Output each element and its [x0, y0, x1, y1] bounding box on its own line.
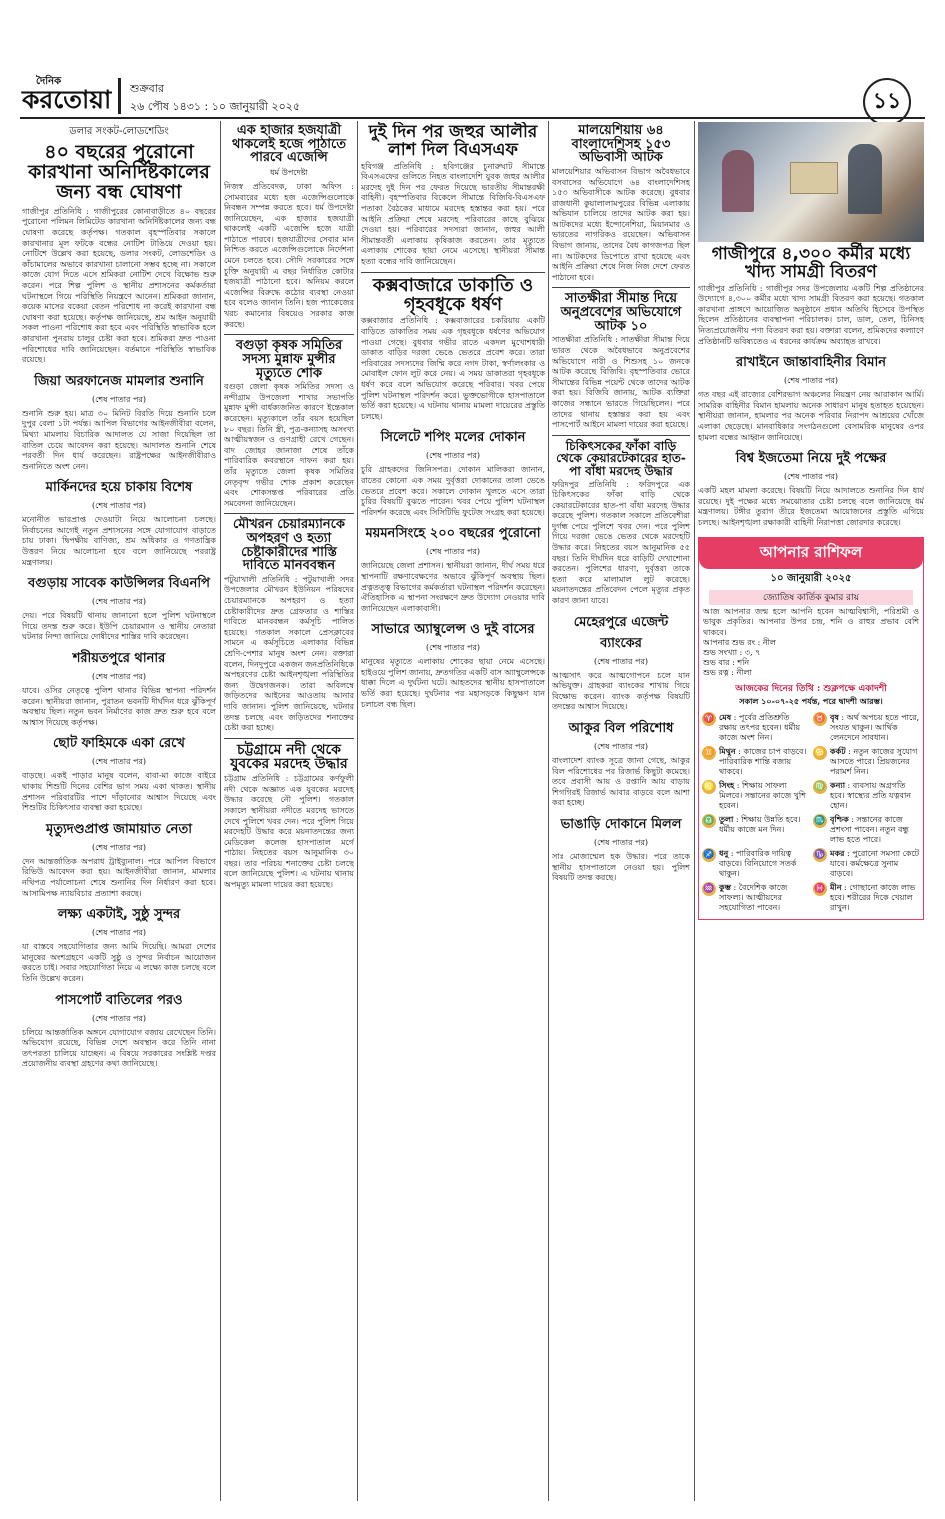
story-body: যাবে। ওসির নেতৃত্বে পুলিশ থানার বিভিন্ন স্থাপনা পরিদর্শন করেন। স্থানীয়রা জানান, পুরাতন ভবনটি দীর্ঘদিন ধরে ঝুঁকিপূর্ণ অবস্থায় ছিল। নতুন ভবন নির্মাণের কাজ দ্রুত শুরু হবে বলে আশ্বাস দিয়েছে কর্তৃপক্ষ।: [22, 686, 216, 727]
zodiac-text: বৃশ্চিক : সন্তানের কাজে প্রশংসা পাবেন। নতুন বন্ধু লাভ হতে পারে।: [830, 814, 909, 845]
column-3: [361, 122, 545, 1512]
column-divider: [220, 121, 221, 1501]
zodiac-body: কাজের চাপ বাড়বে। পারিবারিক শান্তি বজায় থাকবে।: [719, 747, 807, 777]
zodiac-text: কন্যা : ব্যবসায় অগ্রগতি হবে। স্বাস্থ্যের প্রতি যত্নবান হোন।: [830, 780, 912, 811]
story-body: দেন আন্তর্জাতিক অপরাধ ট্রাইব্যুনাল। পরে আপিল বিভাগে রিভিউ আবেদন করা হয়। আইনজীবীরা জানান, মামলার নথিপত্র পর্যালোচনা শেষে শুনানির দিন নির্ধারণ করা হবে। আসামিপক্ষ ন্যায়বিচার প্রত্যাশা করছে।: [22, 856, 216, 898]
zodiac-body: সন্তানের কাজে প্রশংসা পাবেন। নতুন বন্ধু লাভ হতে পারে।: [830, 815, 909, 845]
sylhet-cont: (শেষ পাতার পর): [425, 451, 481, 461]
story-headline: মৃত্যুদণ্ডপ্রাপ্ত জামায়াত নেতা: [46, 821, 192, 837]
horoscope-title: আপনার রাশিফল: [699, 538, 923, 569]
horoscope-tithi-time: সকাল ১০-০৭-২৫ পর্যন্ত, পরে দ্বাদশী আরম্ভ।: [739, 696, 883, 707]
zodiac-sign-icon: ♏: [814, 816, 826, 827]
mymensingh-body: জানিয়েছে জেলা প্রশাসন। স্থানীয়রা জানান, দীর্ঘ সময় ধরে স্থাপনাটি রক্ষণাবেক্ষণের অভাবে ঝুঁকিপূর্ণ অবস্থায় ছিল। প্রত্নতত্ত্ব বিভাগের কর্মকর্তারা ঘটনাস্থল পরিদর্শন করেছেন। ঐতিহাসিক এ স্থাপনা সংরক্ষণে দ্রুত উদ্যোগ নেওয়ার দাবি জানিয়েছেন এলাকাবাসী।: [361, 561, 545, 613]
satkhira-headline: সাতক্ষীরা সীমান্ত দিয়ে অনুপ্রবেশের অভিযোগে আটক ১০: [560, 291, 682, 334]
lucky-value: নীলা: [736, 668, 752, 678]
zodiac-sign-icon: ♉: [814, 714, 826, 725]
masthead-divider: [118, 78, 121, 114]
zodiac-body: নতুন কাজের সুযোগ আসতে পারে। প্রিয়জনের পরামর্শ নিন।: [830, 747, 918, 777]
horoscope-box: [698, 537, 924, 921]
story-headline: ছোট ফাহিমকে একা রেখে: [53, 736, 185, 752]
horoscope-intro: আজ আপনার জন্ম হলে আপনি হবেন আত্মবিশ্বাসী, পরিশ্রমী ও ভাবুক প্রকৃতির। আপনার উপর চন্দ্র, শনি ও রাহুর প্রভাব বেশি থাকবে।: [703, 606, 919, 637]
lucky-row: শুভ রত্ন : নীলা: [703, 668, 752, 678]
story-body: মনোনীত ভারপ্রাপ্ত দেওয়াটা নিয়ে আলোচনা চলছে। নির্বাচনের আগেই নতুন প্রশাসনের সঙ্গে যোগাযোগ বাড়াতে চায় ঢাকা। দ্বিপক্ষীয় বাণিজ্য, শ্রম অধিকার ও গণতান্ত্রিক উত্তরণ নিয়ে আলোচনা হবে বলে জানিয়েছে পররাষ্ট্র মন্ত্রণালয়।: [22, 515, 216, 567]
condolence-headline: বগুড়া কৃষক সমিতির সদস্য মুন্নাফ মুন্সীর মৃত্যুতে শোক: [235, 338, 343, 381]
column-2: [224, 122, 354, 1512]
zodiac-item: [702, 712, 809, 743]
story-body: বাড়ছে। একই পাড়ার মানুষ বলেন, বাবা-মা কাজে বাইরে থাকায় শিশুটি দিনের বেশির ভাগ সময় একা থাকত। স্থানীয় প্রশাসন পরিবারটির পাশে দাঁড়ানোর আশ্বাস দিয়েছে এবং শিশুটির চিকিৎসার ব্যবস্থা করা হয়েছে।: [22, 771, 216, 813]
coxsbazar-headline: কক্সবাজারে ডাকাতি ও গৃহবধূকে ধর্ষণ: [372, 274, 534, 315]
zodiac-text: কুম্ভ : বৈদেশিক কাজে সাফল্য। আত্মীয়দের সহযোগিতা পাবেন।: [719, 882, 788, 913]
zodiac-item: [813, 882, 920, 913]
lucky-list: [699, 638, 923, 678]
zodiac-name: মীন: [830, 882, 842, 893]
sylhet-headline: সিলেটে শপিং মলের দোকান: [380, 430, 526, 446]
zodiac-name: সিংহ: [719, 780, 735, 791]
zodiac-item: [813, 746, 920, 777]
savar-cont: (শেষ পাতার পর): [425, 643, 481, 653]
zodiac-sign-icon: ♊: [703, 748, 715, 759]
column-1: [22, 122, 216, 1512]
story-cont: (শেষ পাতার পর): [91, 501, 147, 511]
zodiac-sign-icon: ♑: [814, 850, 826, 861]
story-cont: (শেষ পাতার পর): [91, 842, 147, 852]
zodiac-body: পুরোনো সমস্যা কেটে যাবে। কর্মক্ষেত্রে সুনাম বাড়বে।: [830, 849, 920, 879]
zodiac-name: কন্যা: [830, 780, 846, 791]
lucky-label: শুভ সংখ্যা: [703, 648, 738, 658]
savar-headline: সাভারে অ্যাম্বুলেন্স ও দুই বাসের: [371, 622, 535, 638]
chattogram-body: চট্টগ্রাম প্রতিনিধি : চট্টগ্রামের কর্ণফুলী নদী থেকে অজ্ঞাত এক যুবকের মরদেহ উদ্ধার করেছে নৌ পুলিশ। গতকাল সকালে স্থানীয়রা নদীতে মরদেহ ভাসতে দেখে পুলিশে খবর দেন। পরে পুলিশ গিয়ে মরদেহটি উদ্ধার করে ময়নাতদন্তের জন্য মেডিকেল কলেজ হাসপাতাল মর্গে পাঠায়। নিহতের বয়স আনুমানিক ৩০ বছর। তার পরিচয় শনাক্তের চেষ্টা চলছে বলে জানিয়েছে পুলিশ। এ ঘটনায় থানায় অপমৃত্যু মামলা দায়ের করা হয়েছে।: [224, 774, 354, 890]
zodiac-body: অর্থ অপচয় হতে পারে, সংযত থাকুন। আর্থিক লেনদেনে সাবধান।: [830, 713, 920, 743]
zodiac-name: কুম্ভ: [719, 882, 731, 893]
column-divider: [694, 121, 695, 1501]
acu-cont: (শেষ পাতার পর): [593, 742, 649, 751]
zodiac-name: ধনু: [719, 848, 729, 859]
coxsbazar-body: কক্সবাজার প্রতিনিধি : কক্সবাজারের চকরিয়ায় একটি বাড়িতে ডাকাতির সময় এক গৃহবধূকে ধর্ষণের অভিযোগ পাওয়া গেছে। বুধবার গভীর রাতে একদল মুখোশধারী ডাকাত বাড়ির দরজা ভেঙে ভেতরে প্রবেশ করে। তারা পরিবারের সদস্যদের জিম্মি করে নগদ টাকা, স্বর্ণালংকার ও মোবাইল ফোন লুট করে নেয়। এ সময় ডাকাতরা গৃহবধূকে ধর্ষণ করে বলে অভিযোগ করেছে পরিবার। খবর পেয়ে পুলিশ ঘটনাস্থল পরিদর্শন করে। ভুক্তভোগীকে হাসপাতালে ভর্তি করা হয়েছে। এ ঘটনায় থানায় মামলা দায়েরের প্রস্তুতি চলছে।: [361, 316, 545, 421]
story-cont: (শেষ পাতার পর): [91, 928, 147, 938]
column-divider: [357, 121, 358, 1501]
zodiac-text: মিথুন : কাজের চাপ বাড়বে। পারিবারিক শান্তি বজায় থাকবে।: [719, 746, 807, 777]
zodiac-item: [813, 780, 920, 811]
lucky-row: শুভ সংখ্যা : ৩, ৭: [703, 648, 761, 658]
zodiac-body: গোছানো কাজে লাভ হবে। শরীরের দিকে খেয়াল রাখুন।: [830, 883, 916, 913]
zodiac-name: তুলা: [719, 814, 734, 825]
zodiac-item: [702, 746, 809, 777]
lucky-row: আপনার শুভ রং : নীল: [703, 638, 776, 648]
horoscope-author: জ্যোতিষ কার্তিক কুমার রায়: [709, 590, 913, 605]
zodiac-body: পূর্বের প্রতিশ্রুতি রক্ষায় তৎপর হবেন। ধর্মীয় কাজে অংশ নিন।: [719, 713, 801, 743]
chattogram-headline: চট্টগ্রামে নদী থেকে যুবকের মরদেহ উদ্ধার: [230, 741, 348, 773]
rakhine-body: গত বছর এই রাজ্যের বেশিরভাগ অঞ্চলের নিয়ন্ত্রণ নেয় আরাকান আর্মি। সামরিক বাহিনীর বিমান হামলায় অনেক সাধারণ মানুষ হতাহত হয়েছেন। স্থানীয়রা জানান, হামলার পর অনেক পরিবার নিরাপদ আশ্রয়ের খোঁজে এলাকা ছেড়েছে। মানবাধিকার সংগঠনগুলো বেসামরিক মানুষের ওপর হামলা বন্ধের আহ্বান জানিয়েছে।: [698, 390, 924, 442]
ijtema-headline: বিশ্ব ইজতেমা নিয়ে দুই পক্ষের: [735, 451, 887, 467]
zodiac-grid: [699, 712, 923, 919]
zodiac-item: [702, 780, 809, 811]
logo-top-text: দৈনিক: [36, 76, 62, 87]
faridpur-body: ফরিদপুর প্রতিনিধি : ফরিদপুরে এক চিকিৎসকের ফাঁকা বাড়ি থেকে কেয়ারটেকারের হাত-পা বাঁধা মরদেহ উদ্ধার করেছে পুলিশ। গতকাল সকালে প্রতিবেশীরা দুর্গন্ধ পেয়ে পুলিশে খবর দেন। পরে পুলিশ গিয়ে দরজা ভেঙে ভেতর থেকে মরদেহটি উদ্ধার করে। নিহতের বয়স আনুমানিক ৫৫ বছর। তিনি দীর্ঘদিন ধরে বাড়িটি দেখাশোনা করতেন। পুলিশের ধারণা, দুর্বৃত্তরা তাকে হত্যা করে মালামাল লুট করেছে। ময়নাতদন্তের প্রতিবেদন পেলে মৃত্যুর প্রকৃত কারণ জানা যাবে।: [552, 479, 690, 606]
story-headline: পাসপোর্ট বাতিলের পরও: [55, 992, 183, 1008]
col1-story-list: [22, 372, 216, 1070]
food-headline: গাজীপুরে ৪,৩০০ কর্মীর মধ্যে খাদ্য সামগ্রী বিতরণ: [711, 244, 911, 282]
zodiac-text: মীন : গোছানো কাজে লাভ হবে। শরীরের দিকে খেয়াল রাখুন।: [830, 882, 916, 913]
zodiac-item: [702, 848, 809, 879]
zodiac-sign-icon: ♎: [703, 816, 715, 827]
story-cont: (শেষ পাতার পর): [91, 1013, 147, 1023]
meherpur-cont: (শেষ পাতার পর): [593, 656, 649, 666]
zodiac-sign-icon: ♐: [703, 850, 715, 861]
bsf-body: হবিগঞ্জ প্রতিনিধি : হবিগঞ্জের চুনারুঘাট সীমান্তে বিএসএফের গুলিতে নিহত বাংলাদেশি যুবক জহুর আলীর মরদেহ দুই দিন পর ফেরত দিয়েছে ভারতীয় সীমান্তরক্ষী বাহিনী। বৃহস্পতিবার বিকেলে সীমান্তে বিজিবি-বিএসএফ পতাকা বৈঠকের মাধ্যমে মরদেহ হস্তান্তর করা হয়। পরে আইনি প্রক্রিয়া শেষে মরদেহ পরিবারের কাছে বুঝিয়ে দেওয়া হয়। পরিবারের সদস্যরা জানান, জহুর আলী সীমান্তবর্তী এলাকায় কৃষিকাজ করতেন। তার মৃত্যুতে এলাকায় শোকের ছায়া নেমে এসেছে। স্থানীয়রা সীমান্ত হত্যা বন্ধের দাবি জানিয়েছেন।: [361, 161, 545, 267]
zodiac-name: মিথুন: [719, 746, 736, 757]
human-chain-body: পটুয়াখালী প্রতিনিধি : পটুয়াখালী সদর উপজেলার মৌখরন ইউনিয়ন পরিষদের চেয়ারম্যানকে অপহরণ ও হত্যা চেষ্টাকারীদের দ্রুত গ্রেফতার ও শাস্তির দাবিতে মানববন্ধন কর্মসূচি পালিত হয়েছে। গতকাল সকালে প্রেসক্লাবের সামনে এ কর্মসূচিতে এলাকার বিভিন্ন শ্রেণি-পেশার মানুষ অংশ নেন। বক্তারা বলেন, দিনদুপুরে একজন জনপ্রতিনিধিকে অপহরণের চেষ্টা আইনশৃঙ্খলা পরিস্থিতির জন্য উদ্বেগজনক। তারা অবিলম্বে জড়িতদের আইনের আওতায় আনার দাবি জানান। পুলিশ জানিয়েছে, ঘটনার তদন্ত চলছে এবং জড়িতদের শনাক্তের চেষ্টা করা হচ্ছে।: [224, 574, 354, 733]
savar-body: মানুষের মৃত্যুতে এলাকায় শোকের ছায়া নেমে এসেছে। হাইওয়ে পুলিশ জানায়, দ্রুতগতির একটি বাস অ্যাম্বুলেন্সকে ধাক্কা দিলে এ দুর্ঘটনা ঘটে। আহতদের স্থানীয় হাসপাতালে ভর্তি করা হয়েছে। দুর্ঘটনার পর মহাসড়কে কিছুক্ষণ যান চলাচল বন্ধ ছিল।: [361, 657, 545, 709]
condolence-body: বগুড়া জেলা কৃষক সমিতির সদস্য ও নন্দীগ্রাম উপজেলা শাখার সভাপতি মুন্নাফ মুন্সী বার্ধক্যজনিত কারণে ইন্তেকাল করেছেন। মৃত্যুকালে তাঁর বয়স হয়েছিল ৮০ বছর। তিনি স্ত্রী, পুত্র-কন্যাসহ অসংখ্য আত্মীয়স্বজন ও গুণগ্রাহী রেখে গেছেন। বাদ জোহর জানাজা শেষে তাঁকে পারিবারিক কবরস্থানে দাফন করা হয়। তাঁর মৃত্যুতে জেলা কৃষক সমিতির নেতৃবৃন্দ গভীর শোক প্রকাশ করেছেন এবং শোকসন্তপ্ত পরিবারের প্রতি সমবেদনা জানিয়েছেন।: [224, 382, 354, 508]
ijtema-cont: (শেষ পাতার পর): [783, 472, 839, 482]
zodiac-body: পারিবারিক দায়িত্ব বাড়বে। বিনিয়োগে সতর্ক থাকুন।: [719, 849, 797, 879]
zodiac-text: সিংহ : শিক্ষায় সাফল্য মিলবে। সন্তানের কাজে খুশি হবেন।: [719, 780, 806, 811]
faridpur-headline: চিকিৎসকের ফাঁকা বাড়ি থেকে কেয়ারটেকারের হাত-পা বাঁধা মরদেহ উদ্ধার: [556, 438, 686, 478]
mymensingh-cont: (শেষ পাতার পর): [425, 547, 481, 557]
story-headline: মার্কিনদের হয়ে চাকায় বিশেষ: [45, 480, 193, 496]
zodiac-body: বৈদেশিক কাজে সাফল্য। আত্মীয়দের সহযোগিতা পাবেন।: [719, 883, 788, 913]
bsf-headline: দুই দিন পর জহুর আলীর লাশ দিল বিএসএফ: [368, 122, 538, 160]
column-5: [698, 122, 924, 1512]
story-cont: (শেষ পাতার পর): [91, 597, 147, 607]
story-cont: (শেষ পাতার পর): [91, 757, 147, 767]
zodiac-name: বৃষ: [830, 712, 839, 723]
human-chain-headline: মৌখরন চেয়ারম্যানকে অপহরণ ও হত্যা চেষ্টাকারীদের শাস্তি দাবিতে মানববন্ধন: [233, 517, 345, 574]
story-cont: (শেষ পাতার পর): [91, 394, 147, 404]
zodiac-item: [813, 848, 920, 879]
sylhet-body: চুরি গ্রাহকদের জিনিসপত্র। দোকান মালিকরা জানান, রাতের কোনো এক সময় দুর্বৃত্তরা দোকানের তালা ভেঙে ভেতরে প্রবেশ করে। সকালে দোকান খুলতে এসে তারা চুরির বিষয়টি বুঝতে পারেন। খবর পেয়ে পুলিশ ঘটনাস্থল পরিদর্শন করেছে এবং সিসিটিভি ফুটেজ সংগ্রহ করা হয়েছে।: [361, 465, 545, 517]
meherpur-body: আত্মসাৎ করে আত্মগোপনে চলে যান অভিযুক্ত। গ্রাহকরা ব্যাংকের শাখায় গিয়ে বিক্ষোভ করেন। ব্যাংক কর্তৃপক্ষ বিষয়টি তদন্তের আশ্বাস দিয়েছে।: [552, 670, 690, 712]
story-headline: বগুড়ায় সাবেক কাউন্সিলর বিএনপি: [28, 576, 210, 592]
zodiac-body: ব্যবসায় অগ্রগতি হবে। স্বাস্থ্যের প্রতি যত্নবান হোন।: [830, 781, 912, 811]
zodiac-body: শিক্ষায় সাফল্য মিলবে। সন্তানের কাজে খুশি হবেন।: [719, 781, 806, 811]
food-distribution-photo: [698, 122, 924, 242]
masthead-rule: [20, 117, 925, 119]
zodiac-name: মকর: [830, 848, 845, 859]
zodiac-name: কর্কট: [830, 746, 846, 757]
masthead-day: শুক্রবার: [130, 82, 165, 95]
story-headline: লক্ষ্য একটাই, সুষ্ঠু সুন্দর: [57, 907, 181, 923]
scrap-shop-headline: ভাঙাড়ি দোকানে মিলল: [560, 816, 682, 832]
lucky-value: ৩, ৭: [744, 648, 761, 658]
zodiac-item: [702, 882, 809, 913]
zodiac-sign-icon: ♌: [703, 782, 715, 793]
person-figure-icon: [848, 144, 882, 214]
story-body: যা বাস্তবে সহযোগিতার জন্য আমি দিয়েছি। আমরা দেশের মানুষের অংশগ্রহণে একটি সুষ্ঠু ও সুন্দর নির্বাচন আয়োজন করতে চাই। সবার সহযোগিতা নিয়ে এ লক্ষ্যে কাজ চলছে বলে তিনি উল্লেখ করেন।: [22, 942, 216, 983]
zodiac-item: [702, 814, 809, 845]
scrap-shop-body: সাঃ মোজাম্মেল হক উদ্ধার। পরে তাকে স্থানীয় হাসপাতালে নেওয়া হয়। পুলিশ বিষয়টি তদন্ত করছে।: [552, 851, 690, 883]
malaysia-headline: মালয়েশিয়ায় ৬৪ বাংলাদেশিসহ ১৫৩ অভিবাসী আটক: [571, 123, 671, 166]
column-divider: [548, 121, 549, 1501]
page-number: ১১: [863, 78, 911, 126]
scrap-shop-cont: (শেষ পাতার পর): [593, 837, 649, 847]
story-body: চলিয়ে আন্তর্জাতিক অঙ্গনে যোগাযোগ বজায় রেখেছেন তিনি। অভিযোগ রয়েছে, বিভিন্ন দেশে অবস্থান করে তিনি নানা তৎপরতা চালিয়ে যাচ্ছেন। এ বিষয়ে সরকারের সংশ্লিষ্ট দপ্তর প্রয়োজনীয় ব্যবস্থা গ্রহণের কথা জানিয়েছে।: [22, 1027, 216, 1069]
zodiac-sign-icon: ♓: [814, 884, 826, 895]
zodiac-sign-icon: ♈: [703, 714, 715, 725]
meherpur-headline: মেহেরপুরে এজেন্ট ব্যাংকের: [573, 614, 669, 651]
hajj-headline: এক হাজার হজযাত্রী থাকলেই হজে পাঠাতে পারবে এজেন্সি: [232, 123, 346, 166]
zodiac-text: মেষ : পূর্বের প্রতিশ্রুতি রক্ষায় তৎপর হবেন। ধর্মীয় কাজে অংশ নিন।: [719, 712, 801, 743]
zodiac-text: তুলা : শিক্ষায় উন্নতি হবে। ধর্মীয় কাজে মন দিন।: [719, 814, 801, 835]
zodiac-text: বৃষ : অর্থ অপচয় হতে পারে, সংযত থাকুন। আর্থিক লেনদেনে সাবধান।: [830, 712, 920, 743]
hajj-body: নিজস্ব প্রতিবেদক, ঢাকা অফিস : সোমবারের মধ্যে হজ এজেন্সিগুলোকে নিবন্ধন সম্পন্ন করতে হবে। ধর্ম উপদেষ্টা জানিয়েছেন, এক হাজার হজযাত্রী থাকলেই একটি এজেন্সি হজে যাত্রী পাঠাতে পারবে। হজযাত্রীদের সেবার মান নিশ্চিত করতে এজেন্সিগুলোকে নির্দেশনা মেনে চলতে হবে। সৌদি সরকারের সঙ্গে চুক্তি অনুযায়ী এ বছর নির্ধারিত কোটার হজযাত্রী পাঠানো হবে। অনিয়ম করলে এজেন্সির বিরুদ্ধে কঠোর ব্যবস্থা নেওয়া হবে বলেও জানান তিনি। হজ প্যাকেজের খরচ কমানোর বিষয়েও সরকার কাজ করছে।: [224, 181, 354, 329]
column-4: [552, 122, 690, 1512]
story-body: দেয়। পরে বিষয়টি থানায় জানানো হলে পুলিশ ঘটনাস্থলে গিয়ে তদন্ত শুরু করে। ইউপি চেয়ারম্যান ও স্থানীয় নেতারা ঘটনার নিন্দা জানিয়ে দোষীদের শাস্তির দাবি করেছেন।: [22, 611, 216, 642]
rakhine-cont: (শেষ পাতার পর): [783, 376, 839, 386]
story-cont: (শেষ পাতার পর): [91, 672, 147, 682]
logo-main-text: করতোয়া: [22, 85, 112, 114]
lead-body: গাজীপুর প্রতিনিধি : গাজীপুরের কোনাবাড়ীতে ৪০ বছরের পুরোনো পলিমন লিমিটেড কারখানা অনির্দিষ্টকালের জন্য বন্ধ ঘোষণা করেছে কর্তৃপক্ষ। গতকাল বৃহস্পতিবার সকালে কারখানার মূল ফটকে বন্ধের নোটিশ টাঙিয়ে দেওয়া হয়। নোটিশে উল্লেখ করা হয়েছে, ডলার সংকট, লোডশেডিং ও কাঁচামালের অভাবে কারখানা চালানো সম্ভব হচ্ছে না। সকালে কাজে যোগ দিতে এসে শ্রমিকরা নোটিশ দেখে বিক্ষোভ শুরু করেন। পরে শিল্প পুলিশ ও স্থানীয় প্রশাসনের কর্মকর্তারা ঘটনাস্থলে গিয়ে পরিস্থিতি নিয়ন্ত্রণে আনেন। শ্রমিকরা জানান, কয়েক মাসের বকেয়া বেতন পরিশোধ না করেই কারখানা বন্ধ ঘোষণা করা হয়েছে। কর্তৃপক্ষ জানিয়েছে, শ্রম আইন অনুযায়ী সকল পাওনা পরিশোধ করা হবে এবং পরিস্থিতি স্বাভাবিক হলে কারখানা পুনরায় চালুর চেষ্টা করা হবে। শ্রমিকরা দ্রুত পাওনা পরিশোধের দাবি জানিয়েছেন। বর্তমানে পরিস্থিতি স্বাভাবিক রয়েছে।: [22, 206, 216, 365]
malaysia-body: মালয়েশিয়ার অভিবাসন বিভাগ অবৈধভাবে বসবাসের অভিযোগে ৬৪ বাংলাদেশিসহ ১৫৩ অভিবাসীকে আটক করেছে। বুধবার রাজধানী কুয়ালালামপুরের বিভিন্ন এলাকায় অভিযান চালিয়ে তাদের আটক করা হয়। আটকদের মধ্যে ইন্দোনেশিয়া, মিয়ানমার ও ভারতের নাগরিকও রয়েছেন। অভিবাসন বিভাগ জানায়, তাদের বৈধ কাগজপত্র ছিল না। আটকদের ডিপোতে রাখা হয়েছে এবং আইনি প্রক্রিয়া শেষে নিজ নিজ দেশে ফেরত পাঠানো হবে।: [552, 166, 690, 282]
zodiac-item: [813, 712, 920, 743]
zodiac-text: কর্কট : নতুন কাজের সুযোগ আসতে পারে। প্রিয়জনের পরামর্শ নিন।: [830, 746, 918, 777]
lucky-label: আপনার শুভ রং: [703, 638, 756, 648]
food-body: গাজীপুর প্রতিনিধি : গাজীপুর সদর উপজেলায় একটি শিল্প প্রতিষ্ঠানের উদ্যোগে ৪,৩০০ কর্মীর মধ্যে খাদ্য সামগ্রী বিতরণ করা হয়েছে। গতকাল কারখানা প্রাঙ্গণে আয়োজিত অনুষ্ঠানে প্রধান অতিথি হিসেবে উপস্থিত ছিলেন প্রতিষ্ঠানের ব্যবস্থাপনা পরিচালক। চাল, ডাল, তেল, চিনিসহ নিত্যপ্রয়োজনীয় পণ্য বিতরণ করা হয়। বক্তারা বলেন, শ্রমিকদের কল্যাণে প্রতিষ্ঠানটি ভবিষ্যতেও এ ধরনের কার্যক্রম অব্যাহত রাখবে।: [698, 283, 924, 346]
acu-headline: আকুর বিল পরিশোধ: [568, 721, 674, 736]
masthead-date: ২৬ পৌষ ১৪৩১ : ১০ জানুয়ারী ২০২৫: [130, 100, 301, 113]
zodiac-sign-icon: ♒: [703, 884, 715, 895]
lead-kicker: ডলার সংকট-লোডশেডিং: [69, 126, 169, 137]
zodiac-sign-icon: ♍: [814, 782, 826, 793]
horoscope-tithi: আজকের দিনের তিথি : শুক্লপক্ষে একাদশী: [735, 684, 887, 695]
story-body: শুনানি শুরু হয়। মাত্র ৩০ মিনিট বিরতি দিয়ে শুনানি চলে দুপুর বেলা ১টা পর্যন্ত। আপিল বিভাগের আইনজীবীরা বলেন, মিথ্যা মামলায় বিচারিক আদালত যে সাজা দিয়েছিল তা বাতিল চেয়ে আবেদন করা হয়েছে। আদালত শুনানি শেষে পরবর্তী দিন ধার্য করেছেন। রাষ্ট্রপক্ষের আইনজীবীরাও শুনানিতে অংশ নেন।: [22, 408, 216, 471]
lucky-label: শুভ বার: [703, 658, 730, 668]
acu-body: বাংলাদেশ ব্যাংক সূত্রে জানা গেছে, আকুর বিল পরিশোধের পর রিজার্ভ কিছুটা কমেছে। তবে প্রবাসী আয় ও রপ্তানি আয় বাড়ায় শিগগিরই রিজার্ভ আবার বাড়বে বলে আশা করা হচ্ছে।: [552, 756, 690, 808]
rakhine-headline: রাখাইনে জান্তাবাহিনীর বিমান: [735, 355, 887, 371]
zodiac-text: ধনু : পারিবারিক দায়িত্ব বাড়বে। বিনিয়োগে সতর্ক থাকুন।: [719, 848, 797, 879]
zodiac-body: শিক্ষায় উন্নতি হবে। ধর্মীয় কাজে মন দিন।: [719, 815, 801, 835]
horoscope-date: ১০ জানুয়ারী ২০২৫: [770, 572, 852, 584]
person-figure-icon: [722, 150, 754, 212]
zodiac-sign-icon: ♋: [814, 748, 826, 759]
lucky-value: নীল: [762, 638, 776, 648]
masthead-logo: [22, 76, 112, 116]
zodiac-name: বৃশ্চিক: [830, 814, 849, 825]
story-headline: জিয়া অরফানেজ মামলার শুনানি: [34, 373, 204, 389]
zodiac-name: মেষ: [719, 712, 732, 723]
satkhira-body: সাতক্ষীরা প্রতিনিধি : সাতক্ষীরা সীমান্ত দিয়ে ভারত থেকে অবৈধভাবে অনুপ্রবেশের অভিযোগে নারী ও শিশুসহ ১০ জনকে আটক করেছে বিজিবি। বৃহস্পতিবার ভোরে সীমান্তের বিভিন্ন পয়েন্ট থেকে তাদের আটক করা হয়। বিজিবি জানায়, আটক ব্যক্তিরা কাজের সন্ধানে ভারতে গিয়েছিলেন। পরে তাদের থানায় হস্তান্তর করা হয় এবং পাসপোর্ট আইনে মামলা দায়ের করা হয়েছে।: [552, 335, 690, 430]
lucky-row: শুভ বার : শনি: [703, 658, 750, 668]
lucky-value: শনি: [737, 658, 750, 668]
story-headline: শরীয়তপুরে থানার: [72, 651, 166, 667]
hajj-byline: ধর্ম উপদেষ্টা: [270, 167, 308, 177]
lucky-label: শুভ রত্ন: [703, 668, 729, 678]
mymensingh-headline: ময়মনসিংহে ২০০ বছরের পুরোনো: [365, 526, 541, 542]
ijtema-body: একটি মহল মামলা করেছে। বিষয়টি নিয়ে আদালতে শুনানির দিন ধার্য রয়েছে। দুই পক্ষের মধ্যে সমঝোতার চেষ্টা চলছে বলে জানিয়েছে ধর্ম মন্ত্রণালয়। টঙ্গীর তুরাগ তীরে ইজতেমা আয়োজনের প্রস্তুতি এগিয়ে চলছে। আইনশৃঙ্খলা রক্ষাকারী বাহিনী নিরাপত্তা জোরদার করেছে।: [698, 486, 924, 527]
lead-headline: ৪০ বছরের পুরোনো কারখানা অনির্দিষ্টকালের জন্য বন্ধ ঘোষণা: [28, 141, 210, 203]
zodiac-item: [813, 814, 920, 845]
zodiac-text: মকর : পুরোনো সমস্যা কেটে যাবে। কর্মক্ষেত্রে সুনাম বাড়বে।: [830, 848, 920, 879]
package-icon: [790, 162, 838, 194]
